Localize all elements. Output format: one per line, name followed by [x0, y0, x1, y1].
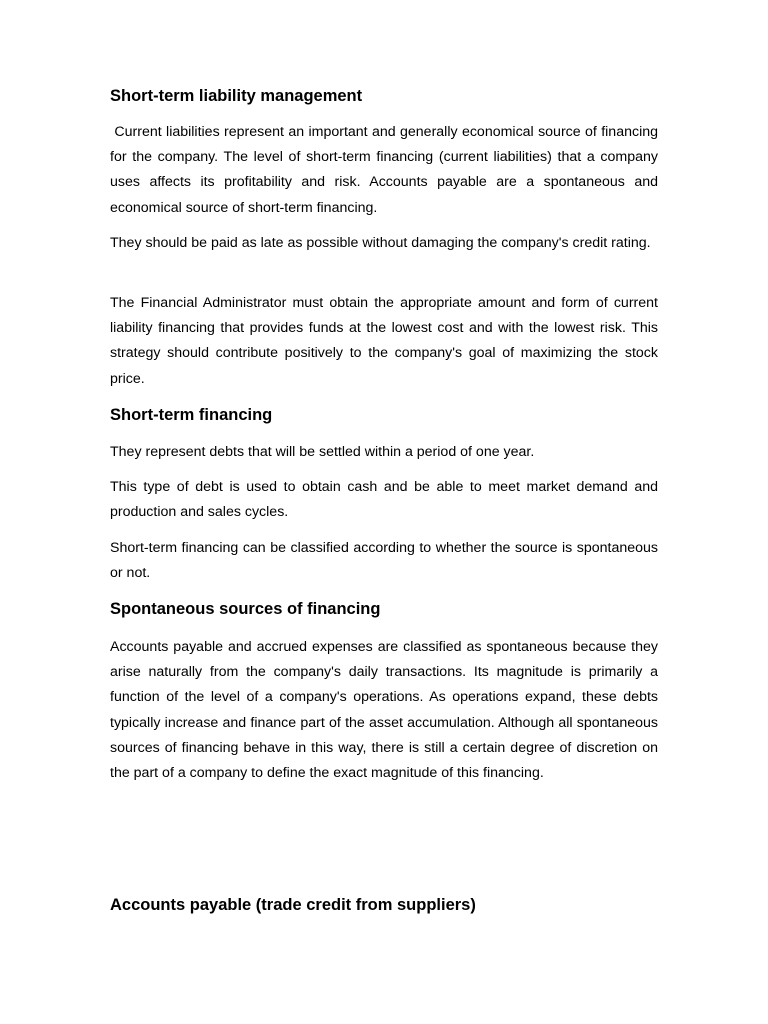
paragraph: This type of debt is used to obtain cash and be able to meet market demand and production and sales cycles. [110, 479, 658, 521]
section-heading: Accounts payable (trade credit from suppliers) [110, 896, 476, 914]
paragraph: They should be paid as late as possible without damaging the company's credit rating. [110, 235, 651, 251]
paragraph: They represent debts that will be settled within a period of one year. [110, 444, 535, 460]
paragraph: The Financial Administrator must obtain the appropriate amount and form of current liability financing that provides funds at the lowest cost and with the lowest risk. This strategy should contribute positively to the company's goal of maximizing the stock price. [110, 295, 658, 387]
paragraph: Accounts payable and accrued expenses are classified as spontaneous because they arise naturally from the company's daily transactions. Its magnitude is primarily a function of the level of a company's operations. As operations expand, these debts typically increase and finance part of the asset accumulation. Although all spontaneous sources of financing behave in this way, there is still a certain degree of discretion on the part of a company to define the exact magnitude of this financing. [110, 639, 658, 782]
paragraph: Short-term financing can be classified according to whether the source is spontaneous or not. [110, 540, 658, 582]
section-heading: Spontaneous sources of financing [110, 600, 381, 618]
paragraph: Current liabilities represent an important and generally economical source of financing for the company. The level of short-term financing (current liabilities) that a company uses affects its profitability and risk. Accounts payable are a spontaneous and economical source of short-term financing. [110, 124, 662, 216]
section-heading: Short-term financing [110, 406, 273, 424]
section-heading: Short-term liability management [110, 87, 363, 105]
